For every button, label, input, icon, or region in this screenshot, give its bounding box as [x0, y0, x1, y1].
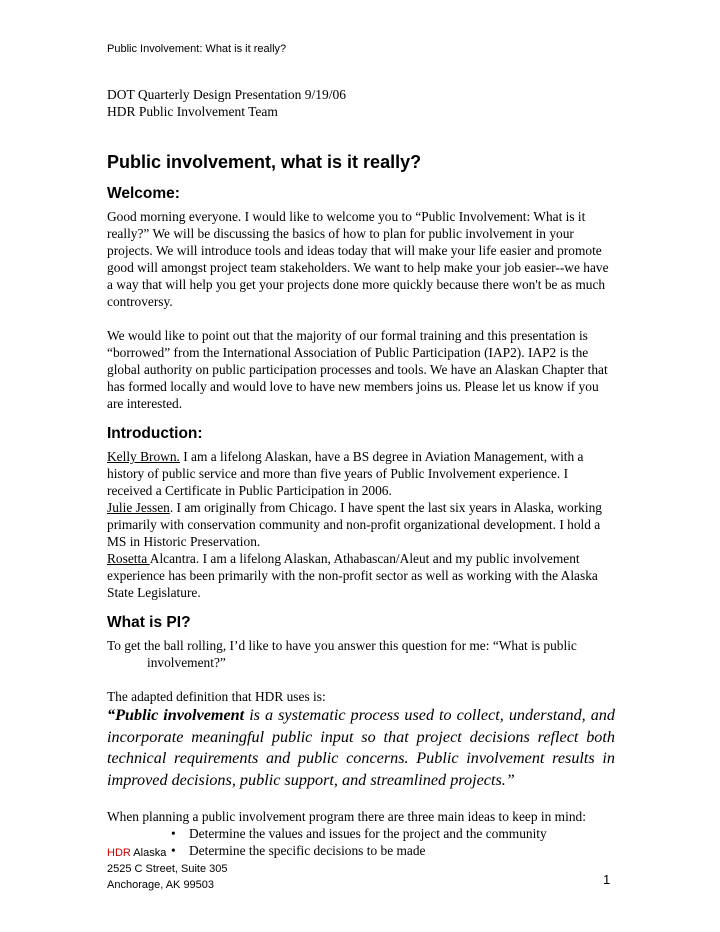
page-number: 1	[603, 872, 611, 887]
planning-intro: When planning a public involvement program there are three main ideas to keep in mind:	[107, 809, 586, 824]
bullet-text: Determine the specific decisions to be made	[189, 843, 426, 858]
definition-body: is a systematic process used to collect, understand, and incorporate meaningful public input so that project decisions reflect both technical requirements and public concerns. Public involvement results in improved decisions, public support, and streamlined projects.”	[107, 706, 615, 789]
footer-address-1: 2525 C Street, Suite 305	[107, 863, 228, 875]
content	[107, 150, 615, 859]
intro-kelly-brown	[107, 448, 615, 499]
introduction-heading: Introduction:	[107, 425, 203, 442]
person-name: Julie Jessen	[107, 500, 170, 515]
person-name: Rosetta	[107, 551, 150, 566]
spacer	[107, 601, 615, 613]
spacer	[107, 671, 615, 688]
pi-definition	[107, 705, 615, 791]
company-logo-text: HDR	[107, 847, 131, 859]
running-header: Public Involvement: What is it really?	[107, 43, 287, 55]
welcome-heading: Welcome:	[107, 185, 180, 202]
welcome-paragraph-2: We would like to point out that the majority of our formal training and this presentation is “borrowed” from the International Association of Public Participation (IAP2). IAP2 is the global authority on public participation processes and tools. We have an Alaskan Chapter that has formed locally and would love to have new members joins us. Please let us know if you are interested.	[107, 328, 608, 411]
spacer	[107, 412, 615, 424]
person-bio: I am a lifelong Alaskan, have a BS degree in Aviation Management, with a history of public service and more than five years of Public Involvement experience. I received a Certificate in Public Participation in 2006.	[107, 449, 584, 498]
spacer	[107, 791, 615, 808]
page-title: Public involvement, what is it really?	[107, 152, 422, 172]
welcome-paragraph-1: Good morning everyone. I would like to welcome you to “Public Involvement: What is it really?” We will be discussing the basics of how to plan for public involvement in your projects. We will introduce tools and ideas today that will make your life easier and promote good will amongst project team stakeholders. We want to help make your job easier--we have a way that will help you get your projects done more quickly because there won't be as much controversy.	[107, 209, 609, 309]
bullet-text: Determine the values and issues for the project and the community	[189, 826, 547, 841]
bullet-icon: •	[171, 843, 176, 858]
footer-company	[107, 845, 227, 861]
meta-line-2: HDR Public Involvement Team	[107, 104, 278, 119]
meta-line-1: DOT Quarterly Design Presentation 9/19/06	[107, 87, 346, 102]
person-bio: . I am originally from Chicago. I have spent the last six years in Alaska, working primarily with conservation community and non-profit organizational development. I hold a MS in Historic Preservation.	[107, 500, 602, 549]
what-is-pi-heading: What is PI?	[107, 614, 191, 631]
person-name: Kelly Brown.	[107, 449, 180, 464]
adapted-definition-intro: The adapted definition that HDR uses is:	[107, 689, 326, 704]
footer	[107, 845, 227, 893]
spacer	[107, 310, 615, 327]
intro-julie-jessen	[107, 499, 615, 550]
meta-block	[107, 86, 346, 120]
pi-question: To get the ball rolling, I’d like to have you answer this question for me: “What is public involvement?”	[107, 638, 577, 670]
list-item	[107, 825, 615, 842]
footer-address-2: Anchorage, AK 99503	[107, 879, 215, 891]
definition-term: “Public involvement	[107, 706, 245, 724]
intro-rosetta-alcantra	[107, 550, 615, 601]
bullet-icon: •	[171, 826, 176, 841]
person-bio: Alcantra. I am a lifelong Alaskan, Athabascan/Aleut and my public involvement experience has been primarily with the non-profit sector as well as working with the Alaska State Legislature.	[107, 551, 598, 600]
company-region: Alaska	[130, 847, 167, 859]
